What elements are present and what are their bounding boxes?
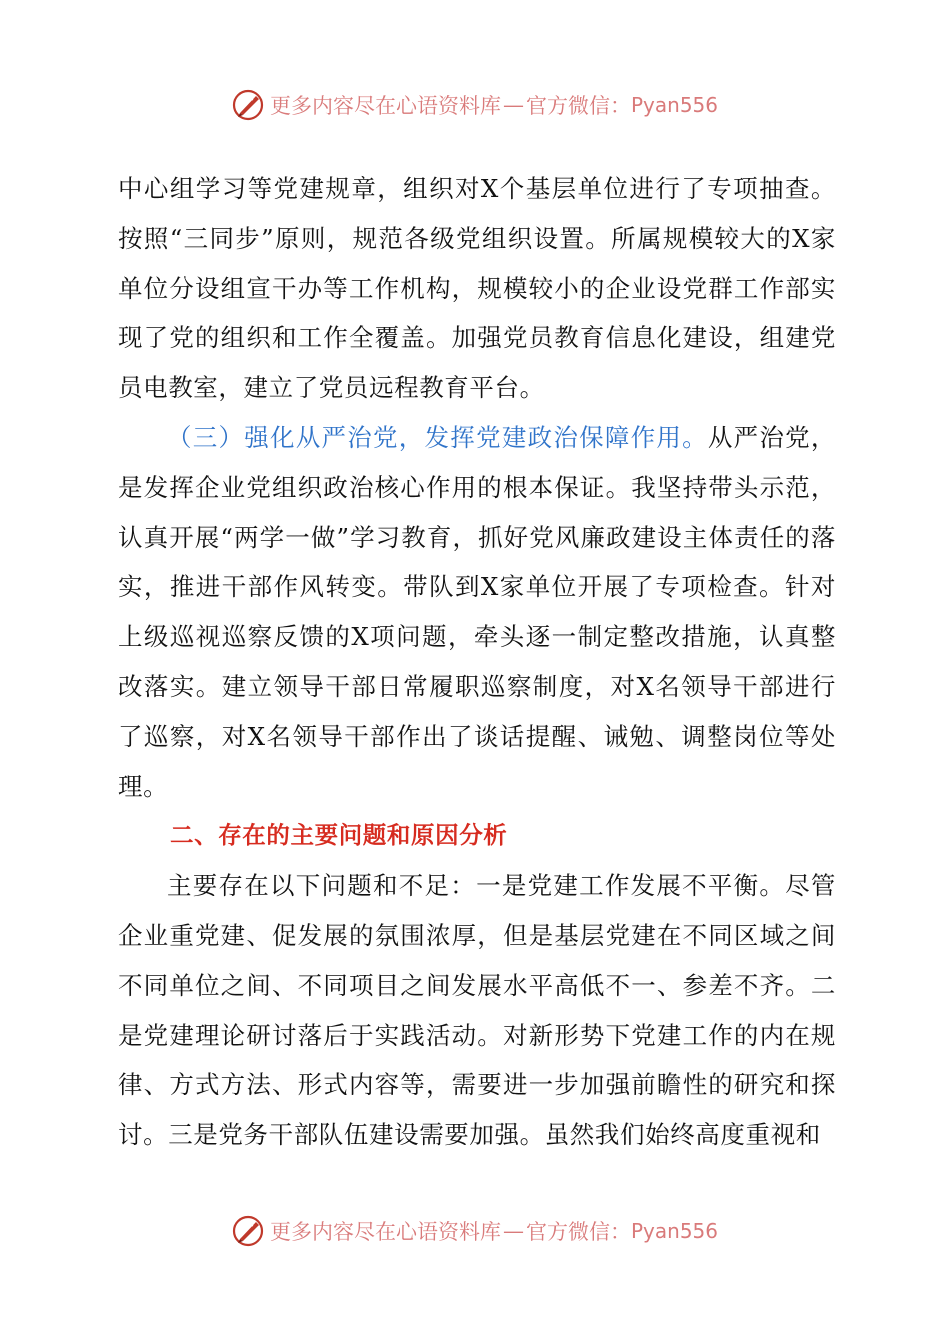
- footer-banner: [0, 1209, 950, 1253]
- section-3-body: 从严治党，是发挥企业党组织政治核心作用的根本保证。我坚持带头示范，认真开展“两学一做”学习教育，抓好党风廉政建设主体责任的落实，推进干部作风转变。带队到X家单位开展了专项检查。针对上级巡视巡察反馈的X项问题，牵头逐一制定整改措施，认真整改落实。建立领导干部日常履职巡察制度，对X名领导干部进行了巡察，对X名领导干部作出了谈话提醒、诫勉、调整岗位等处理。: [118, 422, 836, 801]
- banner-wechat-label: 官方微信：: [525, 1220, 631, 1244]
- banner-separator: —: [502, 93, 524, 117]
- document-body: [118, 164, 836, 1160]
- pen-logo-icon: [232, 1214, 266, 1248]
- banner-text: 更多内容尽在心语资料库: [269, 94, 501, 118]
- pen-logo-icon: [232, 88, 266, 122]
- banner-wechat-id: Pyan556: [630, 1219, 718, 1243]
- banner-separator: —: [502, 1219, 524, 1243]
- banner-text: 更多内容尽在心语资料库: [269, 1220, 501, 1244]
- banner-wechat-label: 官方微信：: [525, 94, 631, 118]
- paragraph-continuation: 中心组学习等党建规章，组织对X个基层单位进行了专项抽查。按照“三同步”原则，规范各级党组织设置。所属规模较大的X家单位分设组宣干办等工作机构，规模较小的企业设党群工作部实现了党的组织和工作全覆盖。加强党员教育信息化建设，组建党员电教室，建立了党员远程教育平台。: [118, 174, 836, 403]
- section-two-body: 主要存在以下问题和不足：一是党建工作发展不平衡。尽管企业重党建、促发展的氛围浓厚，但是基层党建在不同区域之间不同单位之间、不同项目之间发展水平高低不一、参差不齐。二是党建理论研讨落后于实践活动。对新形势下党建工作的内在规律、方式方法、形式内容等，需要进一步加强前瞻性的研究和探讨。三是党务干部队伍建设需要加强。虽然我们始终高度重视和: [118, 871, 836, 1150]
- section-3-paragraph: [118, 413, 836, 811]
- header-banner: [0, 83, 950, 127]
- section-3-heading: （三）强化从严治党，发挥党建政治保障作用。: [167, 422, 708, 452]
- banner-wechat-id: Pyan556: [630, 93, 718, 117]
- section-two-heading: 二、存在的主要问题和原因分析: [170, 821, 508, 850]
